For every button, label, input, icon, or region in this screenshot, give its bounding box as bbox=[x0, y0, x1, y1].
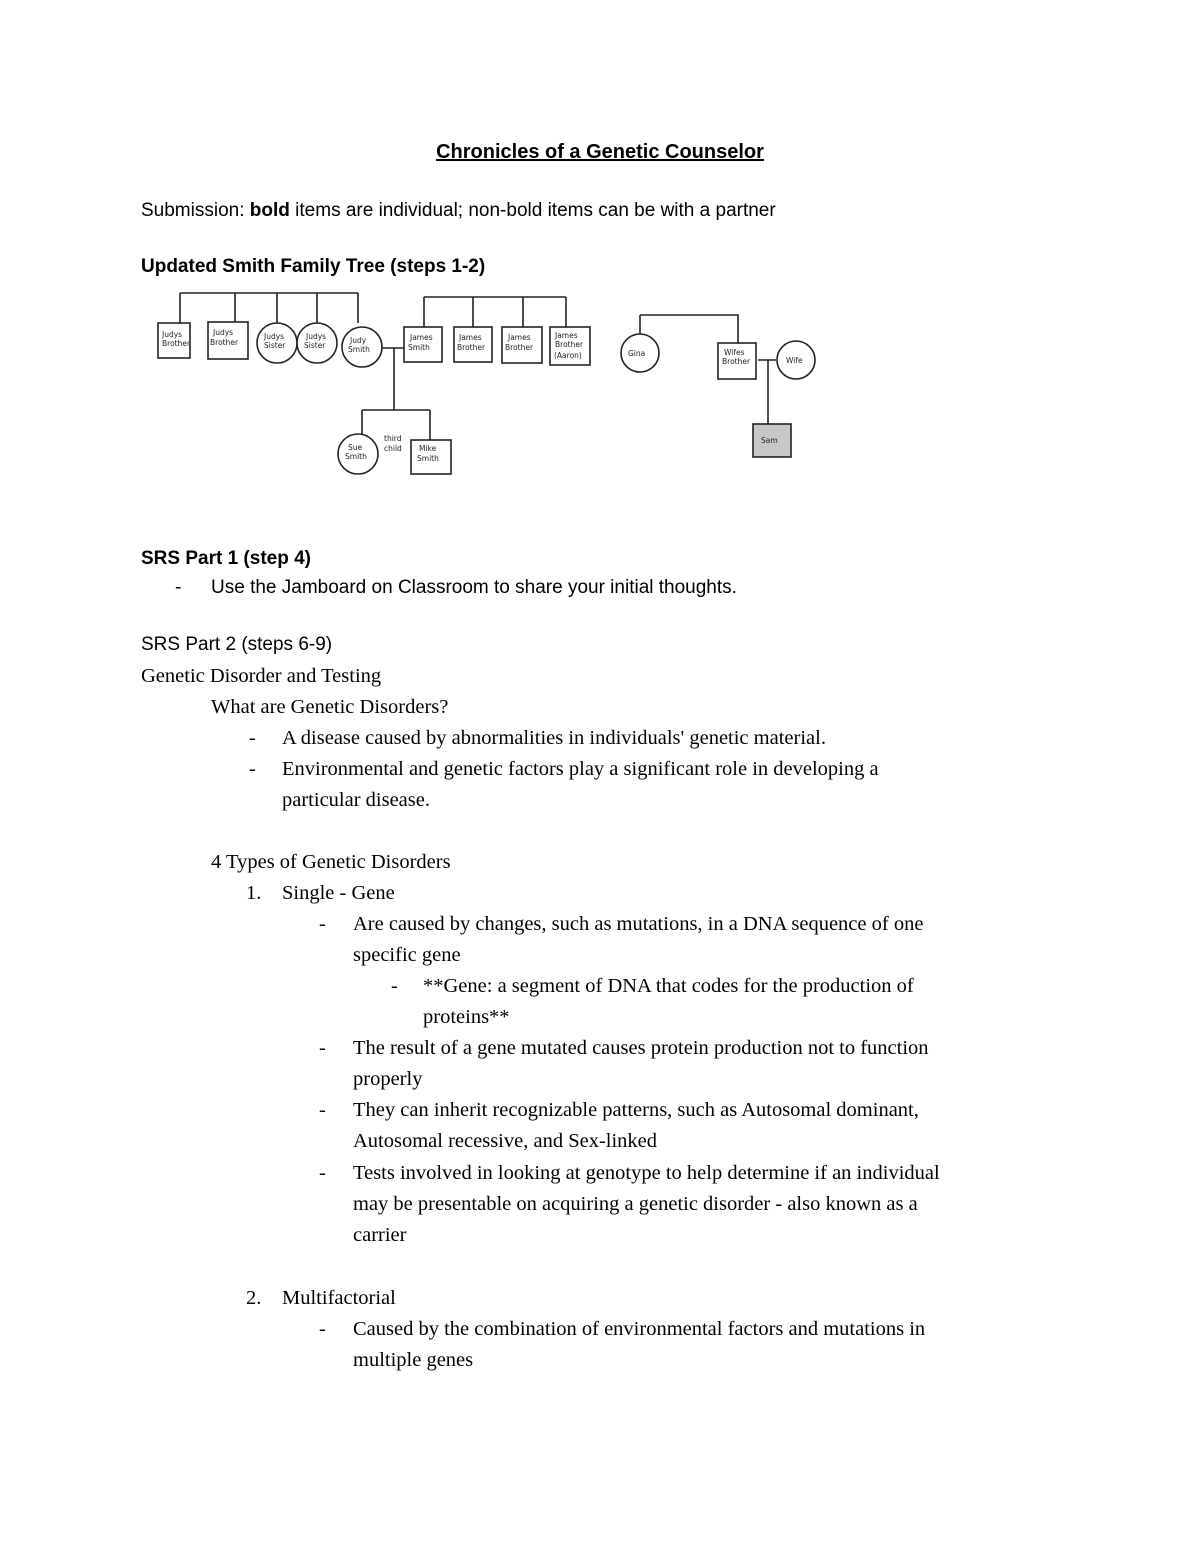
document-title: Chronicles of a Genetic Counselor bbox=[436, 141, 764, 163]
list-item: **Gene: a segment of DNA that codes for the production of bbox=[423, 975, 914, 997]
pedigree-member-mike-smith bbox=[411, 440, 451, 474]
list-item: The result of a gene mutated causes protein production not to function bbox=[353, 1037, 929, 1059]
svg-text:Brother: Brother bbox=[457, 343, 486, 352]
svg-text:Sister: Sister bbox=[264, 341, 286, 350]
list-item: Are caused by changes, such as mutations, in a DNA sequence of one bbox=[353, 913, 924, 935]
svg-text:James: James bbox=[555, 331, 578, 340]
list-item-continuation: carrier bbox=[353, 1224, 407, 1246]
list-dash: - bbox=[391, 975, 398, 997]
srs-part1-item bbox=[175, 577, 737, 599]
svg-text:Brother: Brother bbox=[505, 343, 534, 352]
srs-part2-heading: SRS Part 2 (steps 6-9) bbox=[141, 634, 333, 655]
pedigree-lines bbox=[180, 293, 776, 440]
svg-text:Smith: Smith bbox=[408, 343, 430, 352]
svg-text:Sue: Sue bbox=[348, 443, 363, 452]
subheading-four-types: 4 Types of Genetic Disorders bbox=[211, 851, 451, 873]
list-item: Caused by the combination of environmental factors and mutations in bbox=[353, 1318, 926, 1340]
list-item-continuation: proteins** bbox=[423, 1006, 510, 1028]
list-dash: - bbox=[175, 577, 182, 598]
svg-text:child: child bbox=[384, 444, 402, 453]
pedigree-member-gina bbox=[621, 334, 659, 372]
svg-text:Sam: Sam bbox=[761, 436, 778, 445]
pedigree-member-sam[interactable] bbox=[753, 424, 791, 457]
smith-family-pedigree bbox=[140, 285, 840, 510]
svg-text:Smith: Smith bbox=[348, 345, 370, 354]
pedigree-member-james-brother-aaron bbox=[550, 327, 590, 365]
svg-text:Judys: Judys bbox=[213, 328, 234, 337]
list-dash: - bbox=[319, 1162, 326, 1184]
list-item: Tests involved in looking at genotype to help determine if an individual bbox=[353, 1162, 940, 1184]
list-dash: - bbox=[319, 913, 326, 935]
submission-note bbox=[141, 200, 776, 222]
svg-text:Brother: Brother bbox=[210, 338, 239, 347]
pedigree-member-third-child bbox=[384, 434, 402, 453]
svg-text:Wife: Wife bbox=[786, 356, 803, 365]
pedigree-member-james-smith bbox=[404, 327, 442, 362]
list-dash: - bbox=[319, 1037, 326, 1059]
pedigree-member-james-brother-1 bbox=[454, 327, 492, 362]
section-heading-genetic-disorder-testing: Genetic Disorder and Testing bbox=[141, 665, 382, 687]
srs-part1-heading: SRS Part 1 (step 4) bbox=[141, 548, 311, 569]
svg-text:Brother: Brother bbox=[162, 339, 191, 348]
svg-text:Judys: Judys bbox=[162, 330, 183, 339]
svg-text:Gina: Gina bbox=[628, 349, 646, 358]
svg-text:Brother: Brother bbox=[555, 340, 584, 349]
svg-text:Mike: Mike bbox=[419, 444, 437, 453]
svg-text:third: third bbox=[384, 434, 402, 443]
list-item-continuation: properly bbox=[353, 1068, 423, 1090]
svg-text:James: James bbox=[459, 333, 482, 342]
list-item-continuation: specific gene bbox=[353, 944, 461, 966]
svg-text:Judys: Judys bbox=[264, 332, 285, 341]
pedigree-member-judys-sister-2 bbox=[297, 323, 337, 363]
svg-text:Smith: Smith bbox=[345, 452, 367, 461]
list-dash: - bbox=[319, 1318, 326, 1340]
pedigree-member-wifes-brother bbox=[718, 343, 756, 379]
list-item-continuation: particular disease. bbox=[282, 789, 430, 811]
svg-text:James: James bbox=[410, 333, 433, 342]
svg-text:Wifes: Wifes bbox=[724, 348, 745, 357]
pedigree-member-judys-brother-2 bbox=[208, 322, 248, 359]
list-item-multifactorial: Multifactorial bbox=[282, 1287, 396, 1309]
svg-text:Judy: Judy bbox=[350, 336, 367, 345]
pedigree-member-james-brother-2 bbox=[502, 327, 542, 363]
list-number-2: 2. bbox=[246, 1287, 262, 1309]
list-item-single-gene: Single - Gene bbox=[282, 882, 395, 904]
svg-text:(Aaron): (Aaron) bbox=[554, 351, 582, 360]
list-item: They can inherit recognizable patterns, such as Autosomal dominant, bbox=[353, 1099, 919, 1121]
svg-text:James: James bbox=[508, 333, 531, 342]
pedigree-member-judy-smith bbox=[342, 327, 382, 367]
svg-text:Smith: Smith bbox=[417, 454, 439, 463]
list-dash: - bbox=[249, 758, 256, 780]
list-dash: - bbox=[319, 1099, 326, 1121]
list-item-continuation: may be presentable on acquiring a genetic disorder - also known as a bbox=[353, 1193, 918, 1215]
family-tree-heading: Updated Smith Family Tree (steps 1-2) bbox=[141, 256, 486, 277]
pedigree-member-judys-brother-1 bbox=[158, 323, 191, 358]
submission-bold-word: bold bbox=[249, 200, 290, 221]
submission-prefix: Submission: bbox=[141, 200, 250, 221]
list-item: Environmental and genetic factors play a significant role in developing a bbox=[282, 758, 879, 780]
srs-part1-item-text: Use the Jamboard on Classroom to share your initial thoughts. bbox=[211, 577, 737, 598]
pedigree-member-judys-sister-1 bbox=[257, 323, 297, 363]
svg-text:Judys: Judys bbox=[306, 332, 327, 341]
svg-text:Sister: Sister bbox=[304, 341, 326, 350]
pedigree-member-sue-smith bbox=[338, 434, 378, 474]
pedigree-member-wife bbox=[777, 341, 815, 379]
list-item: A disease caused by abnormalities in individuals' genetic material. bbox=[282, 727, 826, 749]
list-number-1: 1. bbox=[246, 882, 262, 904]
list-item-continuation: Autosomal recessive, and Sex-linked bbox=[353, 1130, 658, 1152]
list-item-continuation: multiple genes bbox=[353, 1349, 474, 1371]
list-dash: - bbox=[249, 727, 256, 749]
svg-text:Brother: Brother bbox=[722, 357, 751, 366]
submission-suffix: items are individual; non-bold items can be with a partner bbox=[289, 200, 776, 221]
subheading-what-are-genetic-disorders: What are Genetic Disorders? bbox=[211, 696, 449, 718]
